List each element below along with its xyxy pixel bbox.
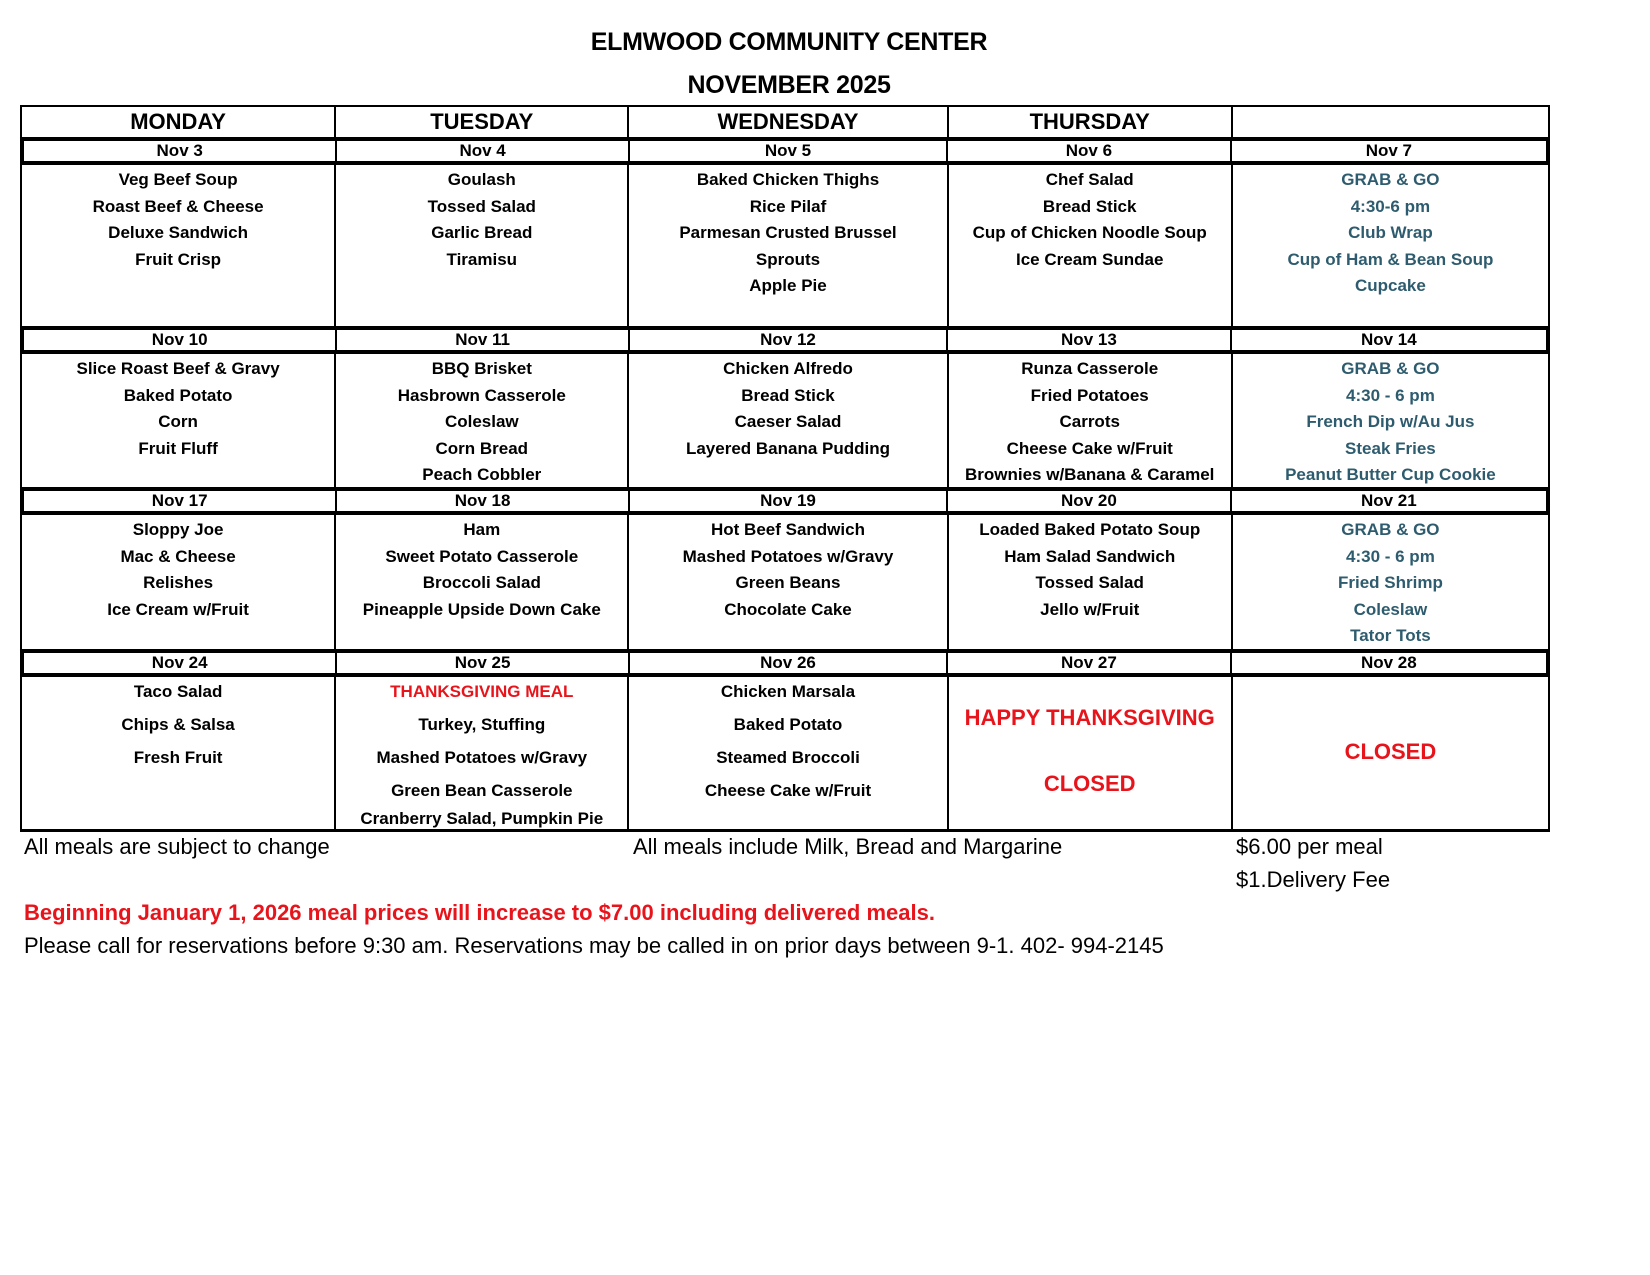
weekday-monday: MONDAY xyxy=(130,109,226,134)
menu-item: Fruit Fluff xyxy=(138,438,218,458)
week3-date-row xyxy=(20,487,1550,515)
date-cell: Nov 24 xyxy=(151,653,208,672)
date-cell: Nov 12 xyxy=(628,330,946,350)
weekday-tuesday: TUESDAY xyxy=(334,107,627,139)
menu-item: Coleslaw xyxy=(444,412,519,431)
date-cell: Nov 11 xyxy=(335,330,627,350)
menu-item: Ham Salad Sandwich xyxy=(1004,546,1176,566)
closed-label: CLOSED xyxy=(1043,771,1136,796)
menu-item: Club Wrap xyxy=(1348,223,1433,242)
menu-cell xyxy=(947,515,1231,649)
month-title: NOVEMBER 2025 xyxy=(687,71,891,99)
menu-cell xyxy=(947,165,1231,326)
menu-item: Brownies w/Banana & Caramel xyxy=(964,465,1215,484)
grab-and-go-time: 4:30-6 pm xyxy=(1350,196,1431,216)
menu-item: Fruit Crisp xyxy=(135,249,222,269)
menu-cell xyxy=(22,354,334,487)
weekday-friday xyxy=(1231,107,1548,139)
menu-item: Jello w/Fruit xyxy=(1040,599,1140,619)
menu-item: Fresh Fruit xyxy=(133,748,223,767)
date-cell: Nov 21 xyxy=(1230,491,1546,511)
menu-cell xyxy=(334,354,627,487)
menu-item: Veg Beef Soup xyxy=(118,170,238,189)
menu-item: Bread Stick xyxy=(741,385,835,405)
menu-item: Carrots xyxy=(1059,412,1120,431)
menu-item: Peach Cobbler xyxy=(422,465,542,484)
thanksgiving-closed-cell xyxy=(947,677,1231,829)
date-cell: Nov 28 xyxy=(1230,653,1546,673)
menu-item: Chocolate Cake xyxy=(724,599,852,619)
menu-cell xyxy=(22,165,334,326)
thanksgiving-meal-label: THANKSGIVING MEAL xyxy=(390,682,574,701)
menu-item: Coleslaw xyxy=(1353,599,1428,619)
menu-item: Cheese Cake w/Fruit xyxy=(704,781,872,800)
menu-item: Cranberry Salad, Pumpkin Pie xyxy=(360,809,604,828)
menu-item: Mashed Potatoes w/Gravy xyxy=(376,748,588,767)
week2-menu-row xyxy=(20,354,1550,487)
menu-item: Cheese Cake w/Fruit xyxy=(1006,438,1173,458)
menu-item: Turkey, Stuffing xyxy=(418,715,546,734)
menu-item: Peanut Butter Cup Cookie xyxy=(1285,465,1496,484)
menu-item: Sloppy Joe xyxy=(132,520,224,539)
menu-cell xyxy=(627,165,946,326)
menu-cell xyxy=(22,677,334,829)
menu-item: Tossed Salad xyxy=(427,196,536,216)
date-cell: Nov 10 xyxy=(151,330,208,349)
menu-item: Loaded Baked Potato Soup xyxy=(979,520,1201,539)
menu-item: Ham xyxy=(463,520,501,539)
date-cell: Nov 13 xyxy=(946,330,1230,350)
menu-item: Deluxe Sandwich xyxy=(108,223,248,242)
date-cell: Nov 14 xyxy=(1230,330,1546,350)
menu-cell xyxy=(627,515,946,649)
menu-cell xyxy=(334,515,627,649)
grab-and-go-label: GRAB & GO xyxy=(1341,170,1440,189)
menu-item: Tossed Salad xyxy=(1035,573,1144,592)
menu-item: Steamed Broccoli xyxy=(716,748,860,767)
grab-and-go-time: 4:30 - 6 pm xyxy=(1346,385,1435,405)
date-cell: Nov 17 xyxy=(151,491,208,510)
menu-item: Chips & Salsa xyxy=(121,715,235,734)
menu-item: Cupcake xyxy=(1354,276,1426,295)
date-cell: Nov 3 xyxy=(156,141,203,160)
menu-item: Sprouts xyxy=(755,249,821,269)
menu-item: Relishes xyxy=(143,573,214,592)
menu-cell xyxy=(627,354,946,487)
menu-item: Mashed Potatoes w/Gravy xyxy=(682,546,894,566)
date-cell: Nov 5 xyxy=(628,141,946,161)
menu-item: Slice Roast Beef & Gravy xyxy=(76,359,280,378)
menu-item: Layered Banana Pudding xyxy=(685,438,891,458)
grab-and-go-cell xyxy=(1231,515,1548,649)
menu-item: Ice Cream w/Fruit xyxy=(107,599,249,619)
date-cell: Nov 7 xyxy=(1230,141,1546,161)
menu-item: Green Beans xyxy=(735,573,841,592)
menu-item: French Dip w/Au Jus xyxy=(1306,412,1475,431)
date-cell: Nov 20 xyxy=(946,491,1230,511)
menu-item: Green Bean Casserole xyxy=(391,781,573,800)
weekday-thursday: THURSDAY xyxy=(947,107,1231,139)
menu-item: Hasbrown Casserole xyxy=(397,385,566,405)
menu-cell xyxy=(334,677,627,829)
menu-item: Hot Beef Sandwich xyxy=(711,520,865,539)
grab-and-go-cell xyxy=(1231,354,1548,487)
closed-label: CLOSED xyxy=(1344,739,1437,764)
menu-item: Goulash xyxy=(447,170,516,189)
menu-item: Apple Pie xyxy=(749,276,827,295)
week4-date-row xyxy=(20,649,1550,677)
closed-cell xyxy=(1231,677,1548,829)
grab-and-go-label: GRAB & GO xyxy=(1341,520,1440,539)
grab-and-go-cell xyxy=(1231,165,1548,326)
week4-menu-row xyxy=(20,677,1550,832)
weekday-wednesday: WEDNESDAY xyxy=(627,107,946,139)
meal-includes-note: All meals include Milk, Bread and Margarine xyxy=(633,834,1063,859)
menu-item: Pineapple Upside Down Cake xyxy=(362,599,601,619)
date-cell: Nov 4 xyxy=(335,141,627,161)
happy-thanksgiving-label: HAPPY THANKSGIVING xyxy=(964,705,1215,730)
menu-item: Chef Salad xyxy=(1045,170,1134,189)
menu-cell xyxy=(334,165,627,326)
date-cell: Nov 27 xyxy=(946,653,1230,673)
menu-item: Baked Potato xyxy=(733,715,843,734)
menu-item: Parmesan Crusted Brussel xyxy=(679,223,897,242)
date-cell: Nov 18 xyxy=(335,491,627,511)
grab-and-go-label: GRAB & GO xyxy=(1341,359,1440,378)
week3-menu-row xyxy=(20,515,1550,649)
meal-price: $6.00 per meal xyxy=(1236,834,1383,859)
menu-item: Mac & Cheese xyxy=(120,546,236,566)
menu-item: Chicken Alfredo xyxy=(723,359,853,378)
menu-cell xyxy=(947,354,1231,487)
menu-item: Baked Chicken Thighs xyxy=(696,170,880,189)
menu-cell xyxy=(22,515,334,649)
menu-item: Runza Casserole xyxy=(1021,359,1159,378)
menu-cell xyxy=(627,677,946,829)
week1-menu-row xyxy=(20,165,1550,326)
menu-item: Broccoli Salad xyxy=(422,573,541,592)
menu-item: Caeser Salad xyxy=(734,412,842,431)
week2-date-row xyxy=(20,326,1550,354)
date-cell: Nov 25 xyxy=(335,653,627,673)
menu-item: Roast Beef & Cheese xyxy=(92,196,264,216)
menu-item: Fried Potatoes xyxy=(1030,385,1149,405)
menu-item: Baked Potato xyxy=(123,385,233,405)
menu-item: Chicken Marsala xyxy=(720,682,856,701)
date-cell: Nov 6 xyxy=(946,141,1230,161)
menu-item: Cup of Ham & Bean Soup xyxy=(1287,249,1494,269)
menu-item: Corn Bread xyxy=(435,438,529,458)
menu-item: Bread Stick xyxy=(1042,196,1137,216)
menu-item: Taco Salad xyxy=(133,682,223,701)
week1-date-row xyxy=(20,137,1550,165)
menu-item: Rice Pilaf xyxy=(749,196,827,216)
menu-item: Tiramisu xyxy=(446,249,518,269)
date-cell: Nov 19 xyxy=(628,491,946,511)
menu-item: Corn xyxy=(158,412,198,431)
menu-item: Ice Cream Sundae xyxy=(1016,249,1164,269)
menu-item: Garlic Bread xyxy=(431,223,533,242)
menu-item: Sweet Potato Casserole xyxy=(385,546,579,566)
price-increase-notice: Beginning January 1, 2026 meal prices will increase to $7.00 including delivered meals. xyxy=(24,900,935,925)
center-title: ELMWOOD COMMUNITY CENTER xyxy=(590,28,988,56)
menu-item: Tator Tots xyxy=(1350,626,1431,645)
reservation-instructions: Please call for reservations before 9:30 am. Reservations may be called in on prior days between 9-1. 402- 994-2145 xyxy=(24,933,1164,958)
menu-item: BBQ Brisket xyxy=(431,359,532,378)
weekday-header-row xyxy=(20,105,1550,139)
menu-item: Fried Shrimp xyxy=(1337,573,1443,592)
menu-item: Cup of Chicken Noodle Soup xyxy=(972,223,1207,242)
grab-and-go-time: 4:30 - 6 pm xyxy=(1346,546,1435,566)
date-cell: Nov 26 xyxy=(628,653,946,673)
menu-item: Steak Fries xyxy=(1345,438,1436,458)
delivery-fee: $1.Delivery Fee xyxy=(1236,867,1391,892)
subject-to-change-note: All meals are subject to change xyxy=(24,834,330,859)
